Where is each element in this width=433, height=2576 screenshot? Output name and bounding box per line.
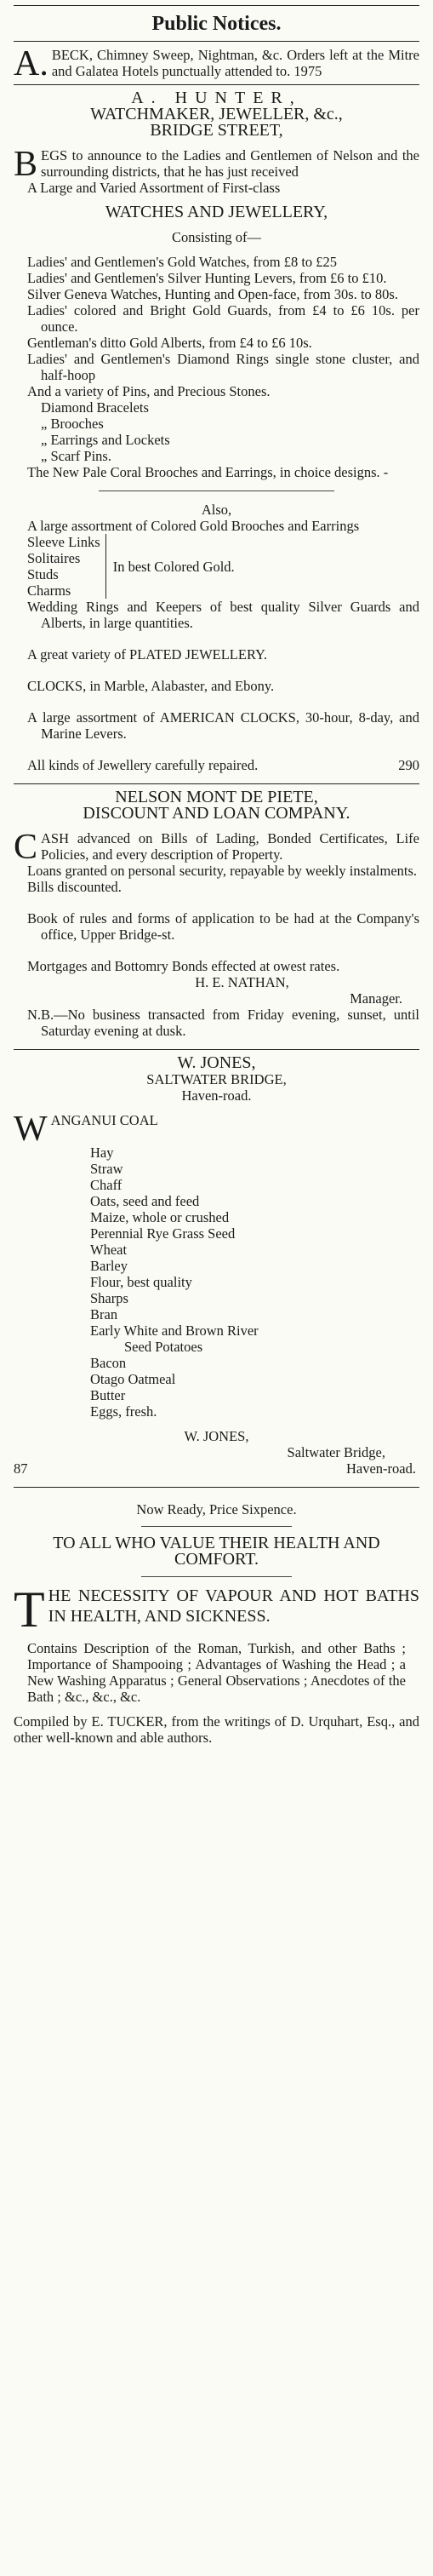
piete-mortgages: Mortgages and Bottomry Bonds effected at owest rates. xyxy=(27,958,340,974)
list-item: Seed Potatoes xyxy=(124,1339,203,1355)
jones-name: W. JONES, xyxy=(177,1053,256,1072)
hunter-street: BRIDGE STREET, xyxy=(150,121,283,140)
list-item: Ladies' and Gentlemen's Silver Hunting Levers, from £6 to £10. xyxy=(27,270,387,286)
piete-signer-title: Manager. xyxy=(350,990,402,1007)
jones-sig-place: Saltwater Bridge, xyxy=(287,1444,385,1460)
hunter-consisting: Consisting of— xyxy=(172,229,261,245)
jones-sig-row xyxy=(14,1460,419,1477)
jones-sig-road: Haven-road. xyxy=(345,1460,416,1477)
tucker-compiled: Compiled by E. TUCKER, from the writings of D. Urquhart, Esq., and other well-known and able authors. xyxy=(14,1713,419,1746)
tucker-title-text: HE NECESSITY OF VAPOUR AND HOT BATHS IN HEALTH, AND SICKNESS. xyxy=(48,1586,419,1626)
jones-list xyxy=(14,1145,419,1420)
sub-item: „ Scarf Pins. xyxy=(41,448,111,464)
hunter-intro xyxy=(14,145,419,184)
tucker-to-all: TO ALL WHO VALUE THEIR HEALTH AND COMFORT. xyxy=(53,1534,380,1569)
jones-dropcap: W xyxy=(14,1110,48,1149)
brace-label: In best Colored Gold. xyxy=(112,558,235,575)
brace-item: Charms xyxy=(27,582,71,599)
piete-bills: Bills discounted. xyxy=(27,879,122,895)
piete-title-1: NELSON MONT DE PIETE, xyxy=(115,788,318,806)
list-item: Maize, whole or crushed xyxy=(90,1209,230,1225)
short-rule xyxy=(141,1576,292,1577)
list-item: Bacon xyxy=(90,1355,127,1371)
wedding-line: Wedding Rings and Keepers of best quality Silver Guards and Alberts, in large quantities. xyxy=(27,599,419,631)
jones-sig-number: 87 xyxy=(14,1460,28,1477)
sub-item: „ Brooches xyxy=(41,416,104,432)
repaired-line: All kinds of Jewellery carefully repaired. xyxy=(27,757,259,773)
brace-item: Sleeve Links xyxy=(27,534,100,550)
list-item: Gentleman's ditto Gold Alberts, from £4 to £6 10s. xyxy=(27,335,312,351)
list-item: Straw xyxy=(90,1161,123,1177)
list-item: Ladies' and Gentlemen's Diamond Rings single stone cluster, and half-hoop xyxy=(27,351,419,383)
list-item: Early White and Brown River xyxy=(90,1322,259,1339)
divider xyxy=(14,1487,419,1488)
piete-cash-text: ASH advanced on Bills of Lading, Bonded Certificates, Life Policies, and every description of Property. xyxy=(41,830,419,863)
beck-notice xyxy=(14,44,419,83)
list-item: And a variety of Pins, and Precious Stones. xyxy=(27,383,271,399)
piete-loans: Loans granted on personal security, repayable by weekly instalments. xyxy=(27,863,418,879)
list-item: Sharps xyxy=(90,1290,128,1306)
top-rule xyxy=(14,5,419,6)
tucker-ready: Now Ready, Price Sixpence. xyxy=(136,1501,297,1517)
piete-title-2: DISCOUNT AND LOAN COMPANY. xyxy=(83,804,350,823)
clocks-line: CLOCKS, in Marble, Alabaster, and Ebony. xyxy=(27,678,275,694)
repaired-number: 290 xyxy=(398,757,419,773)
brace-group xyxy=(27,534,419,599)
list-item: Bran xyxy=(90,1306,118,1322)
coral-line: The New Pale Coral Brooches and Earrings, in choice designs. - xyxy=(27,464,389,480)
list-item: Eggs, fresh. xyxy=(90,1403,157,1420)
piete-cash xyxy=(14,828,419,867)
diamond-heading: Diamond Bracelets xyxy=(41,399,149,416)
jones-coal xyxy=(14,1110,419,1149)
plated-line: A great variety of PLATED JEWELLERY. xyxy=(27,646,267,663)
list-item: Otago Oatmeal xyxy=(90,1371,176,1387)
beck-text: BECK, Chimney Sweep, Nightman, &c. Orders left at the Mitre and Galatea Hotels punctually attended to. 1975 xyxy=(51,47,419,79)
hunter-assortment: A Large and Varied Assortment of First-class xyxy=(27,180,281,196)
piete-advert xyxy=(14,789,419,1039)
list-item: Chaff xyxy=(90,1177,122,1193)
divider xyxy=(14,1049,419,1050)
hunter-trade: WATCHMAKER, JEWELLER, &c., xyxy=(90,105,343,123)
list-item: Perennial Rye Grass Seed xyxy=(90,1225,236,1242)
piete-dropcap: C xyxy=(14,828,38,867)
piete-signer: H. E. NATHAN, xyxy=(195,974,289,990)
colored-line: A large assortment of Colored Gold Brooches and Earrings xyxy=(27,518,360,534)
jones-coal-text: ANGANUI COAL xyxy=(50,1112,158,1128)
list-item: Butter xyxy=(90,1387,126,1403)
list-item: Wheat xyxy=(90,1242,128,1258)
also-line: Also, xyxy=(201,502,232,518)
divider xyxy=(14,84,419,85)
hunter-name: A. HUNTER, xyxy=(131,89,302,107)
list-item: Ladies' and Gentlemen's Gold Watches, from £8 to £25 xyxy=(27,254,338,270)
divider xyxy=(14,783,419,784)
page-title: Public Notices. xyxy=(151,13,282,35)
tucker-title xyxy=(14,1581,419,1638)
piete-nb: N.B.—No business transacted from Friday evening, sunset, until Saturday evening at dusk. xyxy=(27,1007,419,1039)
tucker-contains: Contains Description of the Roman, Turkish, and other Baths ; Importance of Shampooing ; Advantages of Washing the Head ; a New Washing Apparatus ; General Observations ; Anecdotes of the Bath ; &c., &c., &c. xyxy=(27,1640,406,1705)
divider xyxy=(14,41,419,42)
notices-column xyxy=(14,5,419,1746)
brace-item: Studs xyxy=(27,566,59,582)
hunter-advert xyxy=(14,90,419,773)
jones-road: Haven-road. xyxy=(181,1087,252,1104)
hunter-title: WATCHES AND JEWELLERY, xyxy=(105,203,328,221)
beck-dropcap: A. xyxy=(14,44,48,83)
list-item: Oats, seed and feed xyxy=(90,1193,200,1209)
list-item: Silver Geneva Watches, Hunting and Open-face, from 30s. to 80s. xyxy=(27,286,398,302)
list-item: Flour, best quality xyxy=(90,1274,192,1290)
jones-advert xyxy=(14,1055,419,1477)
short-rule xyxy=(141,1526,292,1527)
jones-place: SALTWATER BRIDGE, xyxy=(146,1071,287,1087)
piete-book: Book of rules and forms of application to be had at the Company's office, Upper Bridge-st. xyxy=(27,910,419,943)
hunter-dropcap: B xyxy=(14,145,38,184)
brace-item: Solitaires xyxy=(27,550,81,566)
jones-sig-name: W. JONES, xyxy=(184,1428,249,1444)
tucker-advert xyxy=(14,1493,419,1746)
sub-item: „ Earrings and Lockets xyxy=(41,432,170,448)
list-item: Ladies' colored and Bright Gold Guards, from £4 to £6 10s. per ounce. xyxy=(27,302,419,335)
list-item: Barley xyxy=(90,1258,128,1274)
repaired-row xyxy=(14,757,419,773)
brace-list xyxy=(27,534,106,599)
tucker-dropcap: T xyxy=(14,1581,45,1638)
list-item: Hay xyxy=(90,1145,114,1161)
hunter-intro-text: EGS to announce to the Ladies and Gentlemen of Nelson and the surrounding districts, that he has just received xyxy=(41,147,419,180)
american-line: A large assortment of AMERICAN CLOCKS, 30-hour, 8-day, and Marine Levers. xyxy=(27,709,419,742)
